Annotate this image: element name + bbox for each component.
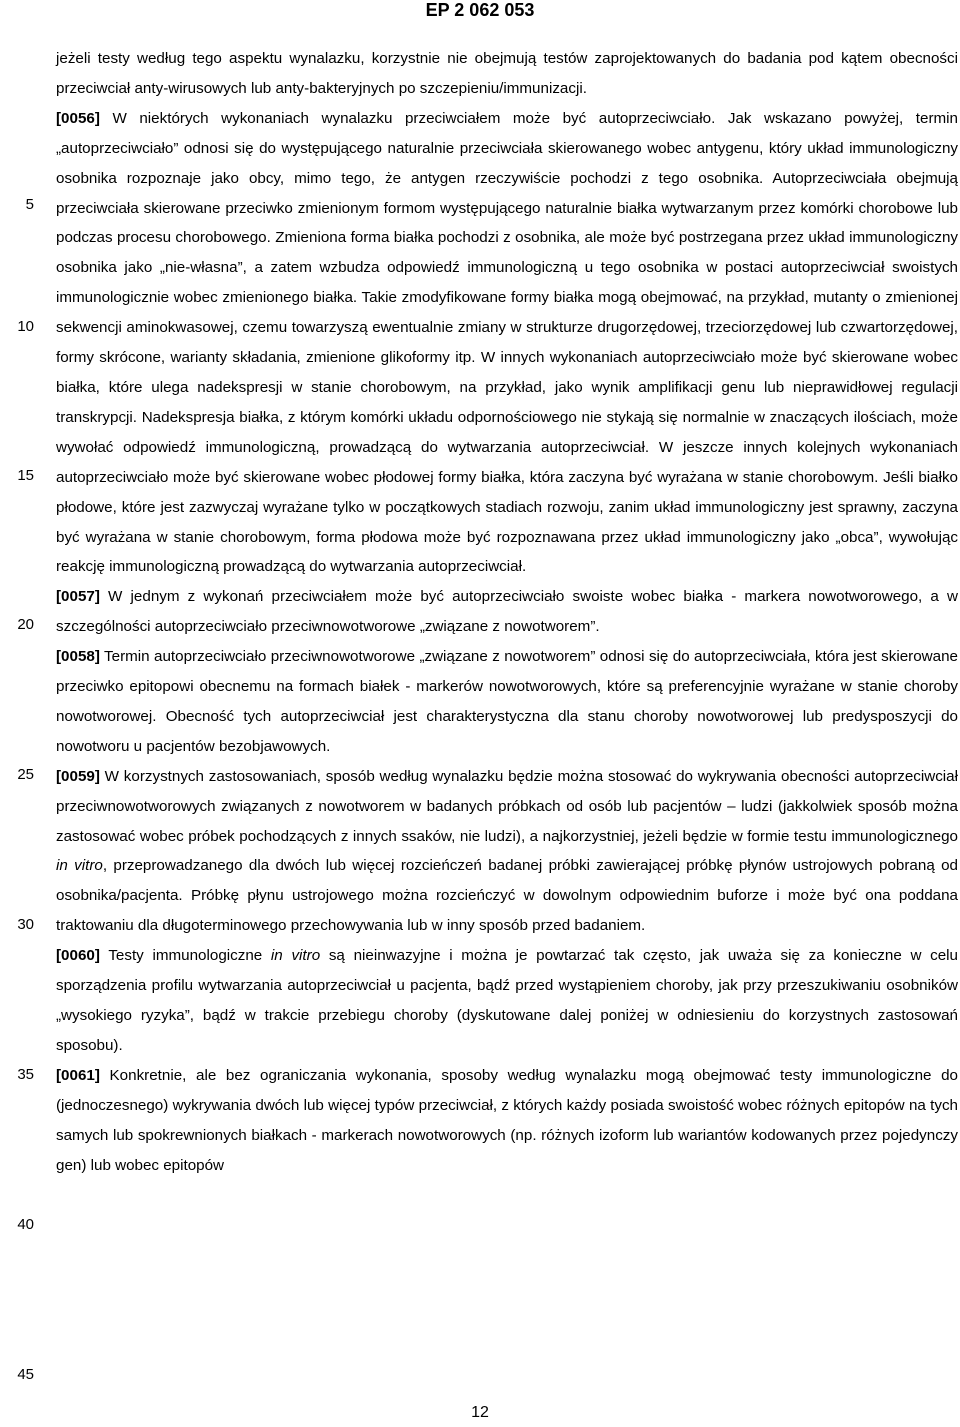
line-number: 45 <box>17 1366 34 1383</box>
paragraph-number: [0061] <box>56 1066 100 1084</box>
line-number: 35 <box>17 1066 34 1083</box>
line-number: 30 <box>17 916 34 933</box>
paragraph <box>56 104 958 583</box>
paragraph-number: [0059] <box>56 767 100 785</box>
line-number: 10 <box>17 318 34 335</box>
page-number: 12 <box>471 1404 489 1421</box>
paragraph-number: [0057] <box>56 588 100 606</box>
paragraph-number: [0060] <box>56 947 100 965</box>
paragraph-text: W korzystnych zastosowaniach, sposób według wynalazku będzie można stosować do wykrywania obecności autoprzeciwciał przeciwnowotworowych związanych z nowotworem w badanych próbkach od osób lub pacjentów – ludzi (jakkolwiek sposób można zastosować wobec próbek pochodzących z innych ssaków, nie ludzi), a najkorzystniej, jeżeli będzie w formie testu immunologicznego <box>56 767 958 845</box>
paragraph <box>56 642 958 762</box>
paragraph-text: są nieinwazyjne i można je powtarzać tak często, jak uważa się za konieczne w celu sporządzenia profilu wytwarzania autoprzeciwciał u pacjenta, bądź przed wystąpieniem choroby, jak przy przeszukiwaniu osobników „wysokiego ryzyka”, bądź w trakcie przebiegu choroby (dyskutowane dalej poniżej w odniesieniu do korzystnych zastosowań sposobu). <box>56 947 958 1054</box>
paragraph-text: Konkretnie, ale bez ograniczania wykonania, sposoby według wynalazku mogą obejmować testy immunologiczne do (jednoczesnego) wykrywania dwóch lub więcej typów przeciwciał, z których każdy posiada swoistość wobec różnych epitopów na tych samych lub spokrewnionych białkach - markerach nowotworowych (np. różnych izoform lub wariantów kodowanych przez pojedynczy gen) lub wobec epitopów <box>56 1066 958 1174</box>
italic-term: in vitro <box>56 857 103 875</box>
paragraph-number: [0058] <box>56 648 100 666</box>
line-number: 20 <box>17 616 34 633</box>
document-number: EP 2 062 053 <box>425 0 535 20</box>
line-number: 25 <box>17 766 34 783</box>
paragraph-text: W jednym z wykonań przeciwciałem może być autoprzeciwciało swoiste wobec białka - markera nowotworowego, a w szczególności autoprzeciwciało przeciwnowotworowe „związane z nowotworem”. <box>56 588 958 636</box>
paragraph <box>56 44 958 104</box>
line-number: 15 <box>17 467 34 484</box>
paragraph-text: Termin autoprzeciwciało przeciwnowotworowe „związane z nowotworem” odnosi się do autoprzeciwciała, która jest skierowane przeciwko epitopowi obecnemu na formach białek - markerów nowotworowych, które są preferencyjnie wyrażane w stanie choroby nowotworowej. Obecność tych autoprzeciwciał jest charakterystyczna dla stanu choroby nowotworowej lub predysposzycji do nowotworu u pacjentów bezobjawowych. <box>56 648 958 755</box>
italic-term: in vitro <box>270 947 321 965</box>
line-number: 5 <box>25 196 34 213</box>
paragraph <box>56 1061 958 1181</box>
paragraph-text: jeżeli testy według tego aspektu wynalazku, korzystnie nie obejmują testów zaprojektowanych do badania pod kątem obecności przeciwciał anty-wirusowych lub anty-bakteryjnych po szczepieniu/immunizacji. <box>56 50 958 97</box>
paragraph <box>56 762 958 941</box>
line-number: 40 <box>17 1216 34 1233</box>
document-body <box>56 44 958 1180</box>
paragraph <box>56 582 958 642</box>
paragraph-number: [0056] <box>56 109 100 127</box>
paragraph-text: W niektórych wykonaniach wynalazku przeciwciałem może być autoprzeciwciało. Jak wskazano powyżej, termin „autoprzeciwciało” odnosi się do występującego naturalnie przeciwciała skierowanego wobec antygenu, który układ immunologiczny osobnika rozpoznaje jako obcy, mimo tego, że antygen rzeczywiście pochodzi z tego osobnika. Autoprzeciwciała obejmują przeciwciała skierowane przeciwko zmienionym formom występującego naturalnie białka wytwarzanym przez komórki chorobowe lub podczas procesu chorobowego. Zmieniona forma białka pochodzi z osobnika, ale może być postrzegana przez układ immunologiczny osobnika jako „nie-własna”, a zatem wzbudza odpowiedź immunologiczną u tego osobnika w postaci autoprzeciwciał swoistych immunologicznie wobec zmienionego białka. Takie zmodyfikowane formy białka mogą obejmować, na przykład, mutanty o zmienionej sekwencji aminokwasowej, czemu towarzyszą ewentualnie zmiany w strukturze drugorzędowej, trzeciorzędowej lub czwartorzędowej, formy skrócone, warianty składania, zmienione glikoformy itp. W innych wykonaniach autoprzeciwciało może być skierowane wobec białka, które ulega nadekspresji w stanie chorobowym, na przykład, jako wynik amplifikacji genu lub nieprawidłowej regulacji transkrypcji. Nadekspresja białka, z którym komórki układu odpornościowego nie stykają się normalnie w znaczących ilościach, może wywołać odpowiedź immunologiczną, prowadzącą do wytwarzania autoprzeciwciał. W jeszcze innych kolejnych wykonaniach autoprzeciwciało może być skierowane wobec płodowej formy białka, która zaczyna być wyrażana w stanie chorobowym. Jeśli białko płodowe, które jest zazwyczaj wyrażane tylko w początkowych stadiach rozwoju, zanim układ immunologiczny jest sprawny, zaczyna być wyrażana w stanie chorobowym, forma płodowa może być rozpoznawana przez układ immunologiczny jako „obca”, wywołując reakcję immunologiczną prowadzącą do wytwarzania autoprzeciwciał. <box>56 109 958 576</box>
paragraph <box>56 941 958 1061</box>
paragraph-text: Testy immunologiczne <box>99 947 271 965</box>
paragraph-text: , przeprowadzanego dla dwóch lub więcej rozcieńczeń badanej próbki zawierającej próbkę płynów ustrojowych pobraną od osobnika/pacjenta. Próbkę płynu ustrojowego można rozcieńczyć w dowolnym odpowiednim buforze i może być ona poddana traktowaniu dla długoterminowego przechowywania lub w inny sposób przed badaniem. <box>56 857 958 935</box>
